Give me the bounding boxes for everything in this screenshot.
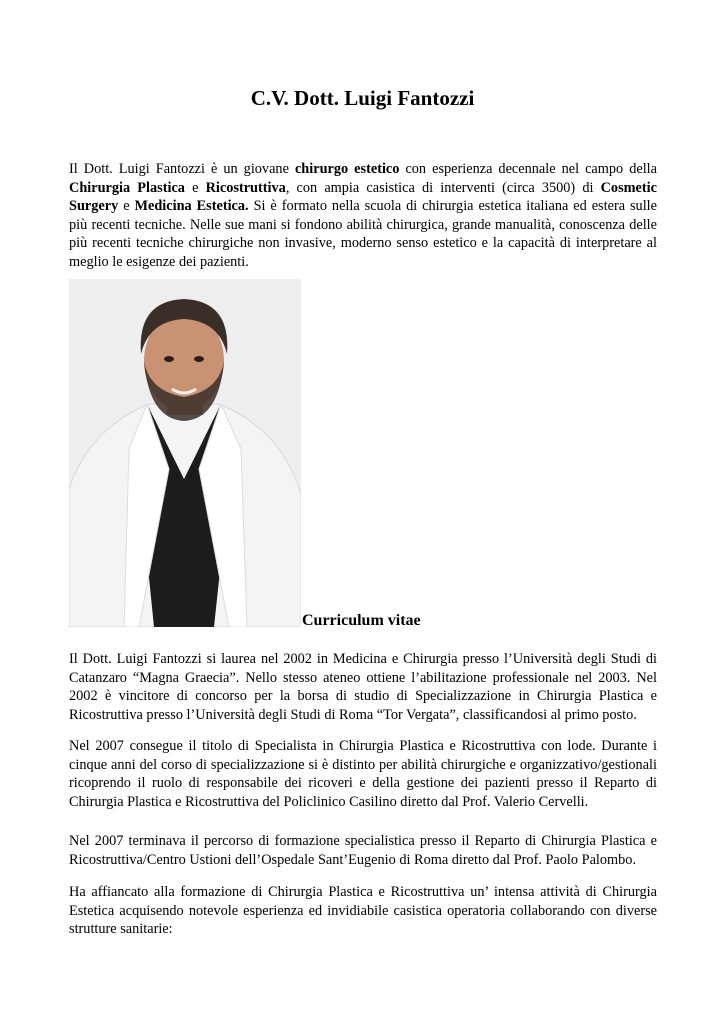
intro-text: e bbox=[118, 198, 135, 215]
intro-text: Si è formato nella scuola di chirurgia estetica italiana ed estera sulle più recenti tecniche. Nelle sue mani si fondono abilità chirurgica, grande manualità, conoscenza delle più recenti tecniche chirurgiche non invasive, moderno senso estetico e la capacità di interpretare al meglio le esigenze dei pazienti. bbox=[69, 198, 657, 270]
cv-paragraph: Il Dott. Luigi Fantozzi si laurea nel 2002 in Medicina e Chirurgia presso l’Università degli Studi di Catanzaro “Magna Graecia”. Nello stesso ateneo ottiene l’abilitazione professionale nel 2003. Nel 2002 è vincitore di concorso per la borsa di studio di Specializzazione in Chirurgia Plastica e Ricostruttiva presso l’Università degli Studi di Roma “Tor Vergata”, classificandosi al primo posto. bbox=[69, 651, 657, 723]
cv-paragraph: Ha affiancato alla formazione di Chirurgia Plastica e Ricostruttiva un’ intensa attività di Chirurgia Estetica acquisendo notevole esperienza ed invidiabile casistica operatoria collaborando con diverse strutture sanitarie: bbox=[69, 884, 657, 938]
cv-paragraph: Nel 2007 consegue il titolo di Specialista in Chirurgia Plastica e Ricostruttiva con lode. Durante i cinque anni del corso di specializzazione si è distinto per abilità chirurgiche e organizzativo/gestionali ricoprendo il ruolo di responsabile dei ricoveri e della gestione dei pazienti presso il Reparto di Chirurgia Plastica e Ricostruttiva del Policlinico Casilino diretto dal Prof. Valerio Cervelli. bbox=[69, 738, 657, 810]
intro-text: , con ampia casistica di interventi (circa 3500) di bbox=[285, 179, 601, 196]
curriculum-vitae-heading: Curriculum vitae bbox=[302, 612, 421, 629]
intro-bold: Ricostruttiva bbox=[205, 179, 286, 196]
page-title: C.V. Dott. Luigi Fantozzi bbox=[250, 86, 475, 110]
intro-paragraph bbox=[69, 160, 657, 272]
cv-paragraph: Nel 2007 terminava il percorso di formazione specialistica presso il Reparto di Chirurgia Plastica e Ricostruttiva/Centro Ustioni dell’Ospedale Sant’Eugenio di Roma diretto dal Prof. Paolo Palombo. bbox=[69, 833, 657, 868]
doctor-portrait-photo bbox=[69, 279, 301, 627]
intro-bold: Chirurgia Plastica bbox=[69, 179, 185, 196]
intro-text: con esperienza decennale nel campo della bbox=[399, 161, 657, 177]
right-eye bbox=[194, 356, 204, 362]
intro-text: Il Dott. Luigi Fantozzi è un giovane bbox=[69, 161, 295, 177]
left-eye bbox=[164, 356, 174, 362]
portrait-illustration bbox=[69, 279, 301, 627]
intro-bold: chirurgo estetico bbox=[294, 161, 400, 177]
intro-bold: Medicina Estetica. bbox=[134, 198, 249, 215]
intro-bold: Cosmetic Surgery bbox=[69, 179, 657, 215]
intro-text: e bbox=[184, 179, 206, 196]
